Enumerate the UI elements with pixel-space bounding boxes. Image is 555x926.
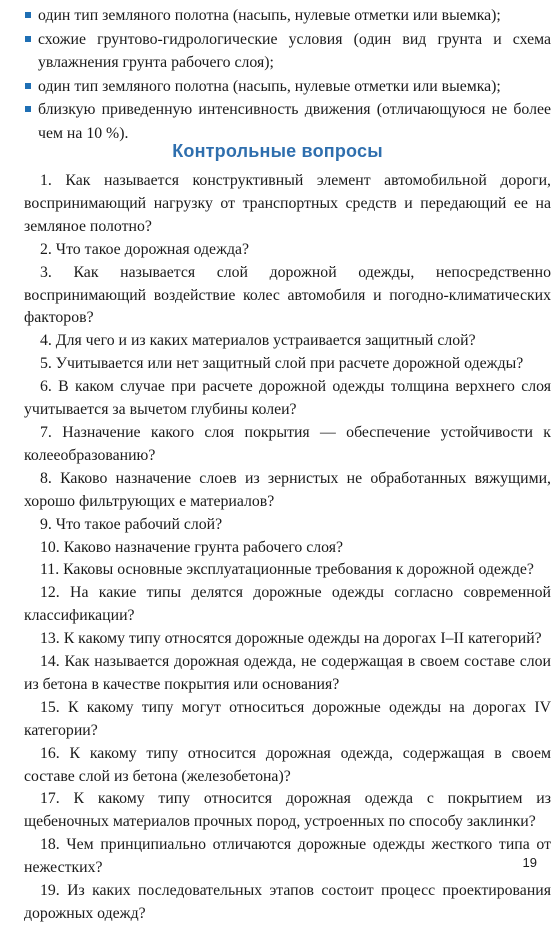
square-bullet-icon — [25, 106, 31, 112]
bullet-item — [24, 28, 551, 75]
question-item: 15. К какому типу могут относиться дорожные одежды на дорогах IV категории? — [24, 698, 551, 739]
question-item: 10. Каково назначение грунта рабочего слоя? — [40, 538, 344, 556]
bullet-text: близкую приведенную интенсивность движения (отличающуюся не более чем на 10 %). — [38, 101, 551, 142]
question-item: 6. В каком случае при расчете дорожной одежды толщина верхнего слоя учитывается за вычетом глубины колеи? — [24, 378, 551, 419]
questions-list — [24, 170, 551, 926]
question-item: 8. Каково назначение слоев из зернистых не обработанных вяжущими, хорошо фильтрующих е материалов? — [24, 469, 551, 510]
question-item: 13. К какому типу относятся дорожные одежды на дорогах I–II категорий? — [40, 630, 542, 648]
question-item: 14. Как называется дорожная одежда, не содержащая в своем составе слои из бетона в качестве покрытия или основания? — [24, 653, 551, 693]
question-item: 11. Каковы основные эксплуатационные требования к дорожной одежде? — [40, 561, 534, 579]
question-item: 7. Назначение какого слоя покрытия — обеспечение устойчивости к колееобразованию? — [24, 423, 551, 464]
question-item: 12. На какие типы делятся дорожные одежды согласно современной классификации? — [24, 584, 551, 625]
square-bullet-icon — [25, 12, 31, 18]
section-heading: Контрольные вопросы — [172, 141, 383, 161]
question-item: 1. Как называется конструктивный элемент автомобильной дороги, воспринимающий нагрузку от транспортных средств и передающий ее на земляное полотно? — [24, 172, 551, 235]
bullet-list — [24, 4, 551, 146]
page-number: 19 — [522, 855, 537, 870]
bullet-item — [24, 4, 551, 28]
question-item: 17. К какому типу относится дорожная одежда с покрытием из щебеночных материалов прочных пород, устроенных по способу заклинки? — [24, 790, 551, 831]
question-item: 16. К какому типу относится дорожная одежда, содержащая в своем составе слой из бетона (железобетона)? — [24, 744, 551, 785]
bullet-item — [24, 75, 551, 99]
question-item: 9. Что такое рабочий слой? — [40, 515, 223, 533]
bullet-text: один тип земляного полотна (насыпь, нулевые отметки или выемка); — [38, 7, 501, 24]
bullet-text: один тип земляного полотна (насыпь, нулевые отметки или выемка); — [38, 77, 501, 95]
question-item: 2. Что такое дорожная одежда? — [40, 240, 250, 258]
question-item: 18. Чем принципиально отличаются дорожные одежды жесткого типа от нежестких? — [24, 836, 551, 877]
bullet-item — [24, 98, 551, 145]
square-bullet-icon — [25, 83, 31, 89]
bullet-text: схожие грунтово-гидрологические условия (один вид грунта и схема увлажнения грунта рабочего слоя); — [38, 30, 551, 72]
question-item: 19. Из каких последовательных этапов состоит процесс проектирования дорожных одежд? — [24, 882, 551, 922]
question-item: 3. Как называется слой дорожной одежды, непосредственно воспринимающий воздействие колес автомобиля и погодно-климатических факторов? — [24, 263, 551, 327]
question-item: 5. Учитывается или нет защитный слой при расчете дорожной одежды? — [40, 355, 524, 373]
question-item: 4. Для чего и из каких материалов устраивается защитный слой? — [40, 332, 476, 350]
square-bullet-icon — [25, 36, 31, 42]
